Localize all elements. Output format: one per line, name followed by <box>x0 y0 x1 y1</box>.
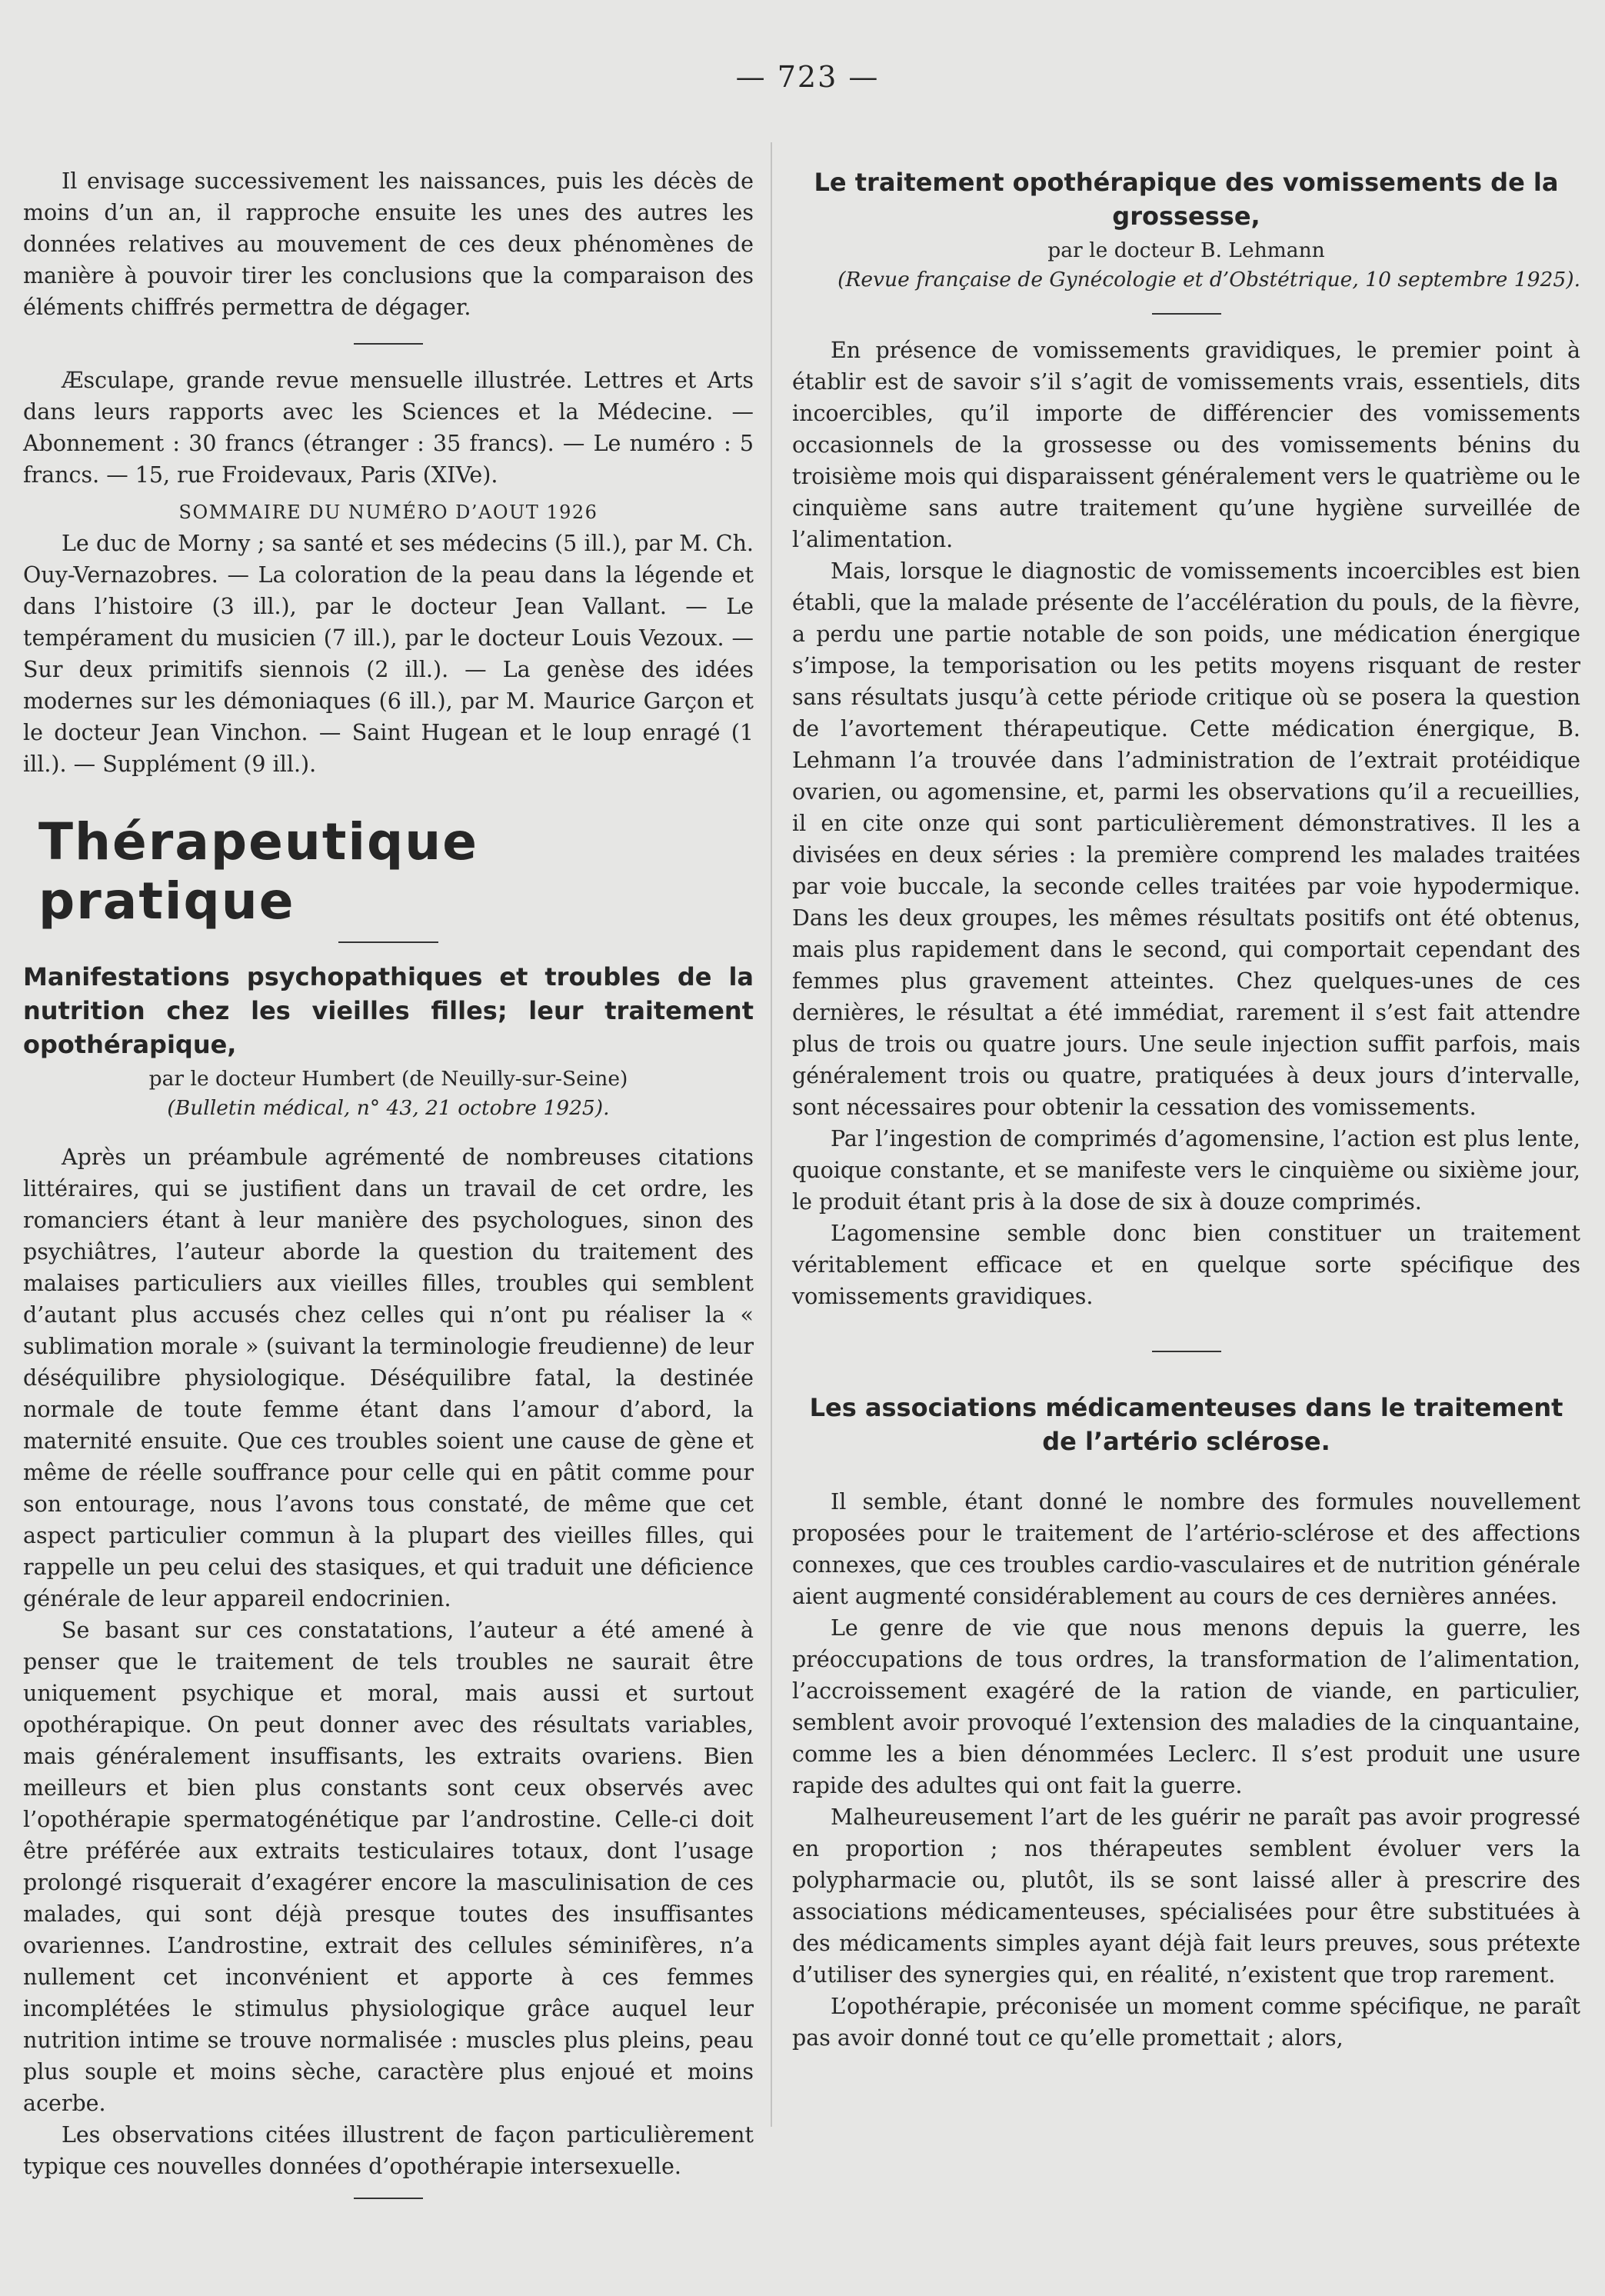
article-paragraph-3: Les observations citées illustrent de façon particulièrement typique ces nouvelles données d’opothérapie intersexuelle. <box>23 2122 754 2179</box>
article-paragraph-2: Se basant sur ces constatations, l’auteur a été amené à penser que le traitement de tels troubles ne saurait être uniquement psychique et moral, mais aussi et surtout opothérapique. On peut donner avec des résultats variables, mais généralement insuffisants, les extraits ovariens. Bien meilleurs et bien plus constants sont ceux observés avec l’opothérapie spermatogénétique par l’androstine. Celle-ci doit être préférée aux extraits testiculaires totaux, dont l’usage prolongé risquerait d’exagérer encore la masculinisation de ces malades, qui sont déjà presque toutes des insuffisantes ovariennes. L’androstine, extrait des cellules séminifères, n’a nullement cet inconvénient et apporte à ces femmes incomplétées le stimulus physiologique grâce auquel leur nutrition intime se trouve normalisée : muscles plus pleins, peau plus souple et moins sèche, caractère plus enjoué et moins acerbe. <box>23 1618 754 2116</box>
page-number: — 723 — <box>735 60 880 94</box>
section-rule <box>338 941 438 943</box>
article2-paragraph-3: Malheureusement l’art de les guérir ne paraît pas avoir progressé en proportion ; nos thérapeutes semblent évoluer vers la polypharmacie ou, plutôt, ils se sont laissé aller à prescrire des associations médicamenteuses, spécialisées pour être substituées à des médicaments simples ayant déjà fait leurs preuves, sous prétexte d’utiliser des synergies qui, en réalité, n’existent que trop rarement. <box>792 1804 1580 1988</box>
article1-source <box>792 265 1580 295</box>
article-byline: par le docteur Humbert (de Neuilly-sur-Seine) <box>148 1067 628 1091</box>
article-separator <box>1152 1351 1221 1352</box>
sommaire-text: Le duc de Morny ; sa santé et ses médecins (5 ill.), par M. Ch. Ouy-Vernazobres. — La coloration de la peau dans la légende et dans l’histoire (3 ill.), par le docteur Jean Vallant. — Le tempérament du musicien (7 ill.), par le docteur Louis Vezoux. — Sur deux primitifs siennois (2 ill.). — La genèse des idées modernes sur les démoniaques (6 ill.), par M. Maurice Garçon et le docteur Jean Vinchon. — Saint Hugean et le loup enragé (1 ill.). — Supplément (9 ill.). <box>23 531 754 777</box>
article-source <box>23 1094 754 1123</box>
article-title: Manifestations psychopathiques et troubles de la nutrition chez les vieilles filles; leur traitement opothérapique, <box>23 962 754 1059</box>
sommaire-heading: SOMMAIRE DU NUMÉRO D’AOUT 1926 <box>178 502 598 523</box>
section-title: Thérapeutique pratique <box>38 812 479 931</box>
article1-source-text: (Revue française de Gynécologie et d’Obstétrique, 10 septembre 1925). <box>837 268 1580 292</box>
article2-paragraph-1: Il semble, étant donné le nombre des formules nouvellement proposées pour le traitement de l’artério-sclérose et des affections connexes, que ces troubles cardio-vasculaires et de nutrition générale aient augmenté considérablement au cours de ces dernières années. <box>792 1489 1580 1609</box>
left-column <box>23 165 754 2219</box>
article2-paragraph-4: L’opothérapie, préconisée un moment comme spécifique, ne paraît pas avoir donné tout ce qu’elle promettait ; alors, <box>792 1994 1580 2051</box>
article1-rule <box>1152 313 1221 315</box>
article1-title: Le traitement opothérapique des vomissements de la grossesse, <box>814 168 1559 231</box>
article-source-text: (Bulletin médical, n° 43, 21 octobre 1925). <box>167 1096 610 1120</box>
article1-paragraph-1: En présence de vomissements gravidiques, le premier point à établir est de savoir s’il s’agit de vomissements vrais, essentiels, dits incoercibles, qu’il importe de différencier des vomissements occasionnels de la grossesse ou des vomissements bénins du troisième mois qui disparaissent généralement vers le quatrième ou le cinquième sans autre traitement qu’une hygiène surveillée de l’alimentation. <box>792 338 1580 552</box>
article-paragraph-1: Après un préambule agrémenté de nombreuses citations littéraires, qui se justifient dans un travail de cet ordre, les romanciers étant à leur manière des psychologues, sinon des psychiâtres, l’auteur aborde la question du traitement des malaises particuliers aux vieilles filles, troubles qui semblent d’autant plus accusés chez celles qui n’ont pu réaliser la « sublimation morale » (suivant la terminologie freudienne) de leur déséquilibre physiologique. Déséquilibre fatal, la destinée normale de toute femme étant dans l’amour d’abord, la maternité ensuite. Que ces troubles soient une cause de gène et même de réelle souffrance pour celle qui en pâtit comme pour son entourage, nous l’avons tous constaté, de même que cet aspect particulier commun à la plupart des vieilles filles, qui rappelle un peu celui des stasiques, et qui traduit une déficience générale de leur appareil endocrinien. <box>23 1145 754 1611</box>
spacer <box>792 1458 1580 1472</box>
article2-paragraph-2: Le genre de vie que nous menons depuis la guerre, les préoccupations de tous ordres, la transformation de l’alimentation, l’accroissement exagéré de la ration de viande, en particulier, semblent avoir provoqué l’extension des maladies de la cinquantaine, comme les a bien dénommées Leclerc. Il s’est produit une usure rapide des adultes qui ont fait la guerre. <box>792 1615 1580 1798</box>
article2-title: Les associations médicamenteuses dans le traitement de l’artério sclérose. <box>809 1393 1563 1456</box>
right-column <box>792 165 1580 2054</box>
spacer <box>792 1472 1580 1486</box>
article1-paragraph-4: L’agomensine semble donc bien constituer un traitement véritablement efficace et en quelque sorte spécifique des vomissements gravidiques. <box>792 1221 1580 1309</box>
article1-paragraph-3: Par l’ingestion de comprimés d’agomensine, l’action est plus lente, quoique constante, et se manifeste vers le cinquième ou sixième jour, le produit étant pris à la dose de six à douze comprimés. <box>792 1126 1580 1215</box>
end-rule <box>354 2198 423 2199</box>
column-divider <box>771 142 772 2127</box>
article1-paragraph-2: Mais, lorsque le diagnostic de vomissements incoercibles est bien établi, que la malade présente de l’accélération du pouls, de la fièvre, a perdu une partie notable de son poids, une médication énergique s’impose, la temporisation ou les petits moyens risquant de rester sans résultats jusqu’à cette période critique où se posera la question de l’avortement thérapeutique. Cette médication énergique, B. Lehmann l’a trouvée dans l’administration de l’extrait protéidique ovarien, ou agomensine, et, parmi les observations qu’il a recueillies, il en cite onze qui sont particulièrement démonstratives. Il les a divisées en deux séries : la première comprend les malades traitées par voie buccale, la seconde celles traitées par voie hypodermique. Dans les deux groupes, les mêmes résultats positifs ont été obtenus, mais plus rapidement dans le second, qui comportait cependant des femmes plus gravement atteintes. Chez quelques-unes de ces dernières, le résultat a été immédiat, rarement il s’est fait attendre plus de trois ou quatre jours. Une seule injection suffit parfois, mais généralement trois ou quatre, pratiquées à deux jours d’intervalle, sont nécessaires pour obtenir la cessation des vomissements. <box>792 558 1580 1120</box>
intro-paragraph: Il envisage successivement les naissances, puis les décès de moins d’un an, il rapproche ensuite les unes des autres les données relatives au mouvement de ces deux phénomènes de manière à pouvoir tirer les conclusions que la comparaison des éléments chiffrés permettra de dégager. <box>23 168 754 320</box>
separator-rule <box>354 343 423 345</box>
esculape-notice: Æsculape, grande revue mensuelle illustrée. Lettres et Arts dans leurs rapports avec les Sciences et la Médecine. — Abonnement : 30 francs (étranger : 35 francs). — Le numéro : 5 francs. — 15, rue Froidevaux, Paris (XIVe). <box>23 368 754 488</box>
article1-byline: par le docteur B. Lehmann <box>1047 238 1325 262</box>
